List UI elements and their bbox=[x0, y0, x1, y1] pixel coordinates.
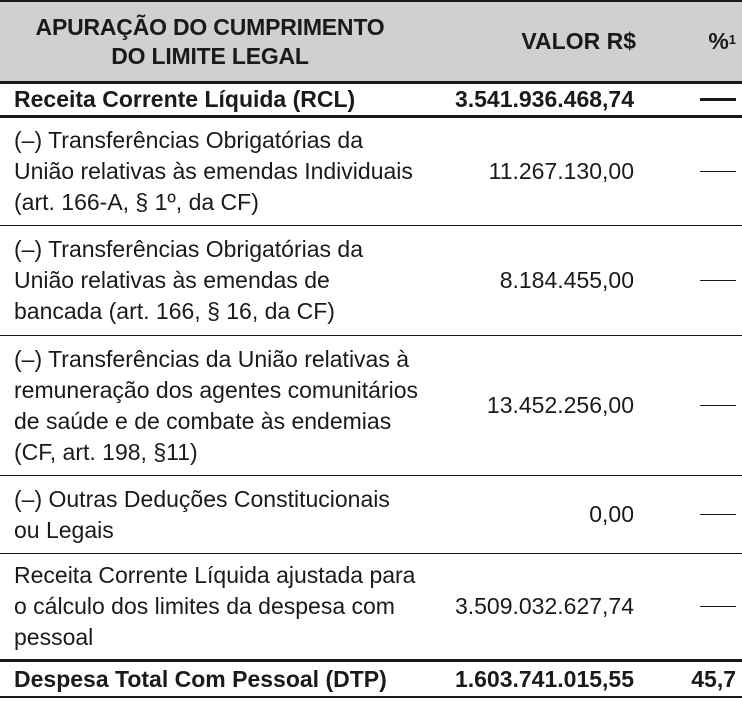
table-row bbox=[0, 84, 742, 118]
row-percent bbox=[650, 476, 742, 553]
header-percent-label: % bbox=[708, 28, 729, 54]
row-value: 0,00 bbox=[589, 501, 634, 527]
row-value: 3.541.936.468,74 bbox=[454, 86, 634, 112]
header-percent-footnote: 1 bbox=[728, 32, 736, 47]
table-row bbox=[0, 226, 742, 336]
header-percent bbox=[650, 2, 742, 81]
row-percent-dash bbox=[700, 606, 736, 608]
row-description: (–) Transferências da União relativas à remuneração dos agentes comunitários de saúde e de combate às endemias (CF, art. 198, §11) bbox=[14, 345, 419, 465]
header-description-line1: APURAÇÃO DO CUMPRIMENTO bbox=[35, 13, 385, 40]
row-value: 1.603.741.015,55 bbox=[454, 665, 634, 692]
row-value: 3.509.032.627,74 bbox=[454, 593, 634, 619]
row-value: 8.184.455,00 bbox=[499, 267, 634, 293]
row-description: Receita Corrente Líquida ajustada para o cálculo dos limites da despesa com pessoal bbox=[14, 562, 416, 650]
header-description bbox=[0, 2, 420, 81]
row-description: Receita Corrente Líquida (RCL) bbox=[14, 86, 356, 112]
row-percent-dash bbox=[700, 405, 736, 407]
row-percent bbox=[650, 554, 742, 659]
header-description-line2: DO LIMITE LEGAL bbox=[111, 42, 309, 69]
table-row bbox=[0, 476, 742, 554]
row-percent-dash bbox=[700, 98, 736, 101]
row-value: 13.452.256,00 bbox=[486, 392, 634, 418]
row-percent bbox=[650, 226, 742, 335]
row-description: (–) Transferências Obrigatórias da União relativas às emendas Individuais (art. 166-A, § 1º, da CF) bbox=[14, 127, 413, 215]
row-value: 11.267.130,00 bbox=[488, 158, 634, 184]
row-description: (–) Transferências Obrigatórias da União relativas às emendas de bancada (art. 166, § 16, da CF) bbox=[14, 236, 363, 324]
table-header bbox=[0, 0, 742, 84]
header-value bbox=[420, 2, 640, 81]
table-row bbox=[0, 554, 742, 662]
row-percent bbox=[650, 118, 742, 225]
header-value-label: VALOR R$ bbox=[521, 28, 636, 54]
table-row bbox=[0, 336, 742, 476]
row-percent-dash bbox=[700, 514, 736, 516]
row-percent: 45,7 bbox=[691, 665, 736, 692]
row-percent bbox=[650, 84, 742, 115]
table-row bbox=[0, 662, 742, 698]
table-row bbox=[0, 118, 742, 226]
row-description: Despesa Total Com Pessoal (DTP) bbox=[14, 665, 387, 692]
row-percent bbox=[650, 336, 742, 475]
row-description: (–) Outras Deduções Constitucionais ou Legais bbox=[14, 485, 390, 543]
row-percent-dash bbox=[700, 280, 736, 282]
row-percent-dash bbox=[700, 171, 736, 173]
